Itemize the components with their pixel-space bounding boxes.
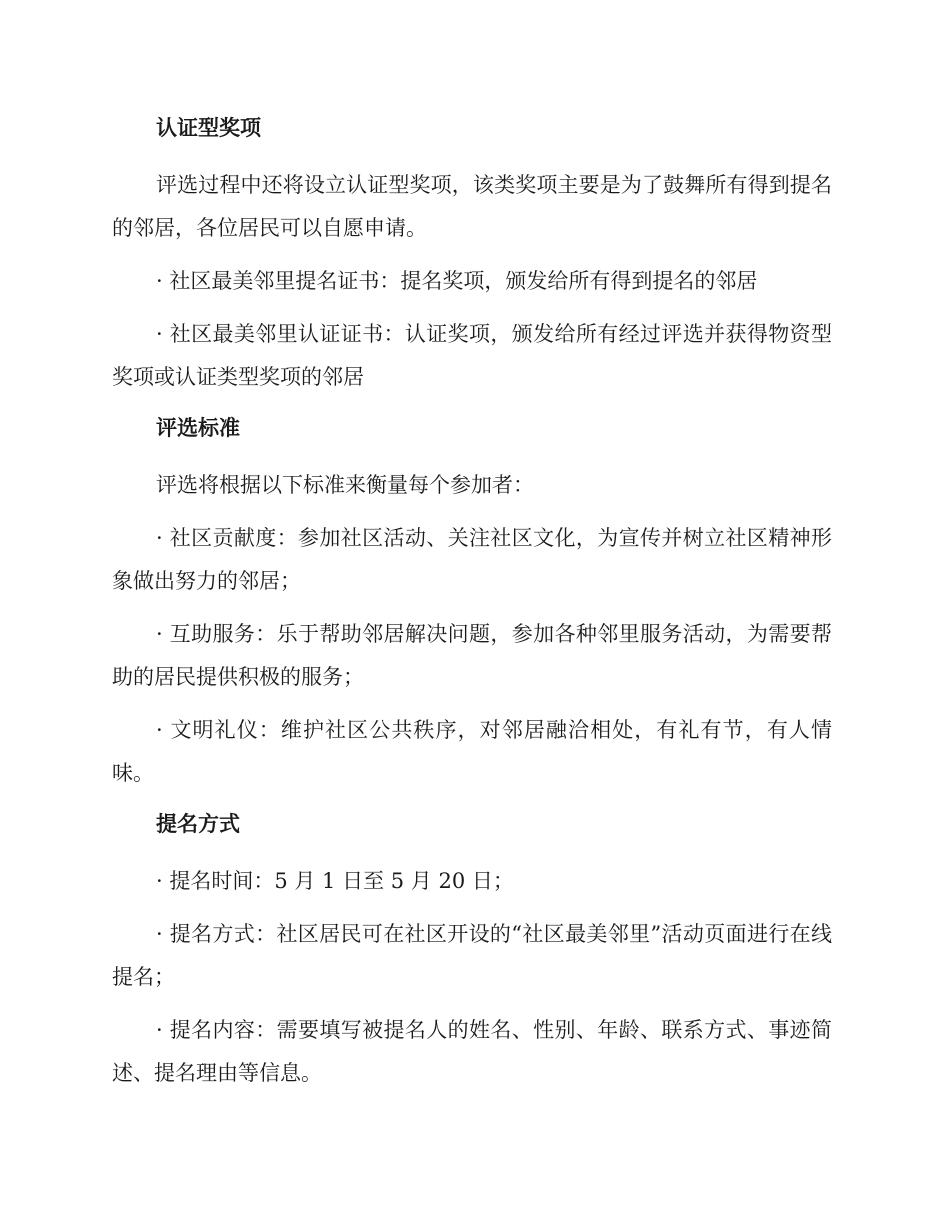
list-item: · 文明礼仪：维护社区公共秩序，对邻居融洽相处，有礼有节，有人情味。 — [112, 718, 832, 785]
list-item: · 互助服务：乐于帮助邻居解决问题，参加各种邻里服务活动，为需要帮助的居民提供积极的服务； — [112, 622, 832, 689]
list-item: · 提名时间：5 月 1 日至 5 月 20 日； — [156, 869, 514, 893]
section-heading-certification-awards: 认证型奖项 — [156, 116, 261, 140]
document-body — [112, 112, 832, 1095]
list-item: · 社区最美邻里认证证书：认证奖项，颁发给所有经过评选并获得物资型奖项或认证类型奖项的邻居 — [112, 322, 832, 389]
list-item: · 社区最美邻里提名证书：提名奖项，颁发给所有得到提名的邻居 — [156, 269, 758, 293]
list-item: · 提名内容：需要填写被提名人的姓名、性别、年龄、联系方式、事迹简述、提名理由等信息。 — [112, 1018, 832, 1085]
list-item: · 提名方式：社区居民可在社区开设的“社区最美邻里”活动页面进行在线提名； — [112, 922, 832, 989]
section-heading-nomination: 提名方式 — [156, 812, 240, 836]
paragraph: 评选将根据以下标准来衡量每个参加者： — [156, 473, 534, 497]
list-item: · 社区贡献度：参加社区活动、关注社区文化，为宣传并树立社区精神形象做出努力的邻居； — [112, 526, 832, 593]
section-heading-criteria: 评选标准 — [156, 416, 240, 440]
paragraph: 评选过程中还将设立认证型奖项，该类奖项主要是为了鼓舞所有得到提名的邻居，各位居民可以自愿申请。 — [112, 173, 832, 240]
